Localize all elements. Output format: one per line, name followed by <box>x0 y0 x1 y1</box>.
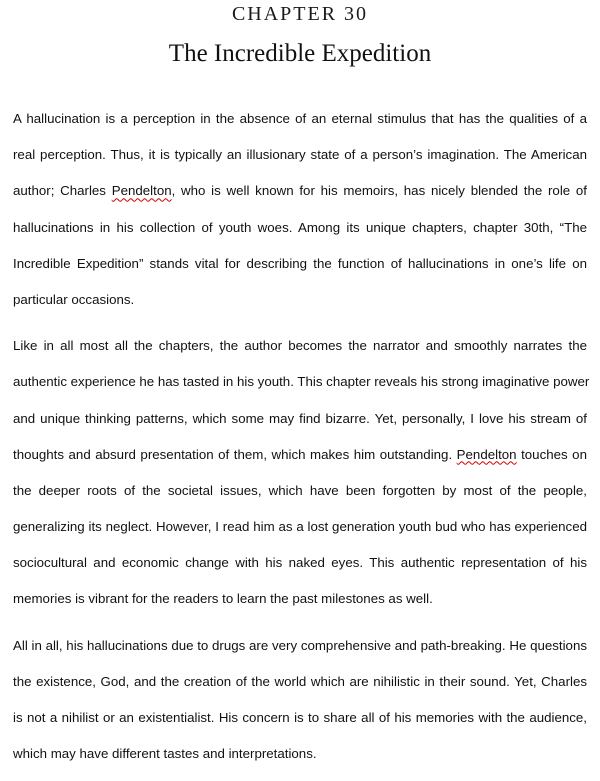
paragraph-gap <box>13 322 587 332</box>
text-line: which may have different tastes and interpretations. <box>13 746 317 762</box>
text-line: Like in all most all the chapters, the author becomes the narrator and smoothly narrates the <box>13 338 587 354</box>
chapter-title: The Incredible Expedition <box>168 40 432 67</box>
text-line: hallucinations in his collection of youth woes. Among its unique chapters, chapter 30th, “The <box>13 219 587 235</box>
chapter-body <box>13 105 590 776</box>
text-line: authentic experience he has tasted in his youth. This chapter reveals his strong imaginative power <box>13 374 590 390</box>
text-line: and unique thinking patterns, which some may find bizarre. Yet, personally, I love his stream of <box>13 410 587 426</box>
text-line: the existence, God, and the creation of the world which are nihilistic in their sound. Yet, Charles <box>13 673 587 689</box>
text-line: the deeper roots of the societal issues, which have been forgotten by most of the people, <box>13 482 587 498</box>
paragraph <box>13 332 590 622</box>
text-line: thoughts and absurd presentation of them, which makes him outstanding. Pendelton touches on <box>13 446 587 462</box>
text-line: real perception. Thus, it is typically an illusionary state of a person’s imagination. The American <box>13 147 587 163</box>
paragraph <box>13 105 587 322</box>
chapter-label: CHAPTER 30 <box>231 3 369 25</box>
text-line: memories is vibrant for the readers to learn the past milestones as well. <box>13 591 433 607</box>
text-line: particular occasions. <box>13 291 135 307</box>
text-line: A hallucination is a perception in the absence of an eternal stimulus that has the qualities of a <box>13 111 587 126</box>
text-line: is not a nihilist or an existentialist. His concern is to share all of his memories with the audience, <box>13 710 587 725</box>
paragraph-gap <box>13 622 587 632</box>
text-line: generalizing its neglect. However, I read him as a lost generation youth bud who has experienced <box>13 519 587 535</box>
text-line: author; Charles Pendelton, who is well known for his memoirs, has nicely blended the role of <box>13 183 588 199</box>
text-line: sociocultural and economic change with his naked eyes. This authentic representation of his <box>13 555 587 571</box>
paragraph <box>13 632 587 777</box>
text-line: Incredible Expedition” stands vital for describing the function of hallucinations in one’s life on <box>13 255 587 271</box>
spellcheck-flagged-word: Pendelton <box>111 183 172 199</box>
text-line: All in all, his hallucinations due to drugs are very comprehensive and path-breaking. He questions <box>13 637 587 653</box>
spellcheck-flagged-word: Pendelton <box>456 446 517 462</box>
